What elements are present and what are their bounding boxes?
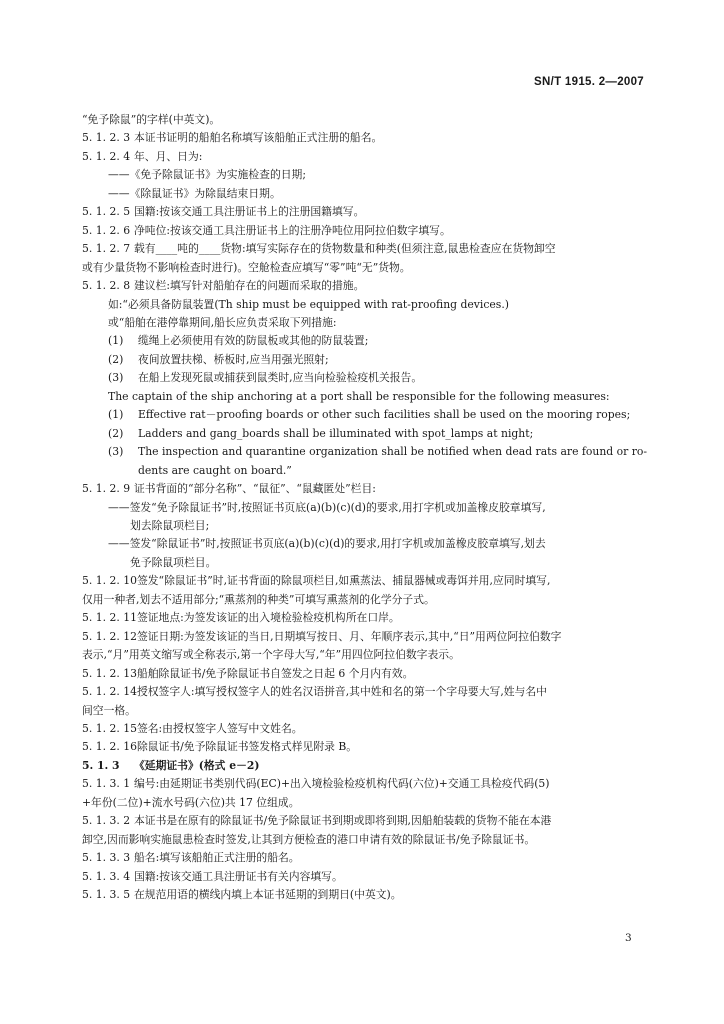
line-text: ——《除鼠证书》为除鼠结束日期。	[108, 186, 281, 200]
line-text: 仅用一种者,划去不适用部分;“熏蒸剂的种类”可填写熏蒸剂的化学分子式。	[82, 592, 435, 606]
line-text: 划去除鼠项栏目;	[130, 518, 210, 532]
clause-line	[82, 757, 642, 775]
text-line	[82, 554, 642, 572]
line-text: ——《免予除鼠证书》为实施检查的日期;	[108, 168, 306, 182]
line-text: 夜间放置扶梯、桥板时,应当用强光照射;	[138, 352, 329, 366]
clause-number: 5. 1. 2. 7	[82, 242, 131, 256]
line-text: 本证书是在原有的除鼠证书/免予除鼠证书到期或即将到期,因船舶装载的货物不能在本港	[134, 814, 552, 828]
line-text: 船舶除鼠证书/免予除鼠证书自签发之日起 6 个月内有效。	[136, 666, 414, 680]
line-text: 年、月、日为:	[134, 149, 203, 163]
clause-line	[82, 849, 642, 867]
line-text: 免予除鼠项栏目。	[130, 555, 217, 569]
clause-number: 5. 1. 3. 5	[82, 888, 131, 902]
line-text: ——签发“免予除鼠证书”时,按照证书页底(a)(b)(c)(d)的要求,用打字机或加盖橡皮胶章填写,	[108, 500, 546, 514]
text-line	[82, 296, 642, 314]
clause-line	[82, 886, 642, 904]
clause-line	[82, 775, 642, 793]
clause-number: 5. 1. 3. 2	[82, 814, 131, 828]
text-line	[82, 111, 642, 129]
text-line	[82, 831, 642, 849]
line-text: The captain of the ship anchoring at a port shall be responsible for the following measures:	[108, 389, 610, 403]
line-text: 国籍:按该交通工具注册证书有关内容填写。	[134, 869, 343, 883]
line-text: 间空一格。	[82, 703, 136, 717]
clause-line	[82, 129, 642, 147]
line-text: 签发“除鼠证书”时,证书背面的除鼠项栏目,如熏蒸法、捕鼠器械或毒饵并用,应同时填写,	[136, 574, 551, 588]
clause-line	[82, 222, 642, 240]
line-text: Effective rat－proofing boards or other such facilities shall be used on the mooring ropes;	[138, 408, 631, 422]
clause-line	[82, 683, 642, 701]
text-line	[82, 369, 642, 387]
clause-line	[82, 868, 642, 886]
line-text: 或有少量货物不影响检查时进行)。空舱检查应填写“零”吨“无”货物。	[82, 260, 411, 274]
clause-line	[82, 277, 642, 295]
clause-line	[82, 609, 642, 627]
line-text: 本证书证明的船舶名称填写该船舶正式注册的船名。	[134, 131, 383, 145]
text-line	[82, 499, 642, 517]
clause-number: 5. 1. 3. 3	[82, 851, 131, 865]
line-text: dents are caught on board.”	[138, 463, 292, 477]
clause-number: 5. 1. 2. 9	[82, 482, 131, 496]
clause-line	[82, 240, 642, 258]
clause-number: 5. 1. 2. 6	[82, 223, 131, 237]
line-text: 除鼠证书/免予除鼠证书签发格式样见附录 B。	[136, 740, 358, 754]
line-text: 签证日期:为签发该证的当日,日期填写按日、月、年顺序表示,其中,“日”用两位阿拉伯数字	[136, 629, 562, 643]
list-item-label: (3)	[108, 445, 124, 459]
line-text: 卸空,因而影响实施鼠患检查时签发,让其到方便检查的港口申请有效的除鼠证书/免予除鼠证书。	[82, 832, 536, 846]
text-line	[82, 185, 642, 203]
line-text: 授权签字人:填写授权签字人的姓名汉语拼音,其中姓和名的第一个字母要大写,姓与名中	[136, 685, 547, 699]
clause-number: 5. 1. 2. 13	[82, 666, 137, 680]
page-number: 3	[625, 932, 632, 944]
clause-line	[82, 148, 642, 166]
document-body	[82, 111, 648, 904]
text-line	[82, 332, 642, 350]
text-line	[82, 462, 642, 480]
clause-number: 5. 1. 2. 8	[82, 279, 131, 293]
text-line	[82, 517, 642, 535]
clause-number: 5. 1. 2. 5	[82, 205, 131, 219]
line-text: 在船上发现死鼠或捕获到鼠类时,应当向检验检疫机关报告。	[138, 371, 423, 385]
line-text: 净吨位:按该交通工具注册证书上的注册净吨位用阿拉伯数字填写。	[134, 223, 451, 237]
clause-line	[82, 480, 642, 498]
line-text: 建议栏:填写针对船舶存在的问题而采取的措施。	[134, 279, 365, 293]
text-line	[82, 443, 648, 461]
clause-number: 5. 1. 3	[82, 758, 120, 772]
clause-line	[82, 720, 642, 738]
clause-number: 5. 1. 2. 11	[82, 611, 137, 625]
line-text: Ladders and gang_boards shall be illuminated with spot_lamps at night;	[138, 426, 534, 440]
text-line	[82, 591, 642, 609]
line-text: 在规范用语的横线内填上本证书延期的到期日(中英文)。	[134, 888, 402, 902]
clause-line	[82, 203, 642, 221]
list-item-label: (2)	[108, 352, 124, 366]
list-item-label: (1)	[108, 408, 124, 422]
text-line	[82, 535, 642, 553]
line-text: 签证地点:为签发该证的出入境检验检疫机构所在口岸。	[136, 611, 400, 625]
standard-code-header: SN/T 1915. 2—2007	[534, 76, 644, 88]
line-text: 船名:填写该船舶正式注册的船名。	[134, 851, 300, 865]
list-item-label: (2)	[108, 426, 124, 440]
line-text: 《延期证书》(格式 e－2)	[134, 758, 260, 772]
text-line	[82, 314, 642, 332]
line-text: +年份(二位)+流水号码(六位)共 17 位组成。	[82, 795, 300, 809]
line-text: The inspection and quarantine organization shall be notified when dead rats are found or ro-	[138, 445, 648, 459]
text-line	[82, 259, 642, 277]
line-text: 编号:由延期证书类别代码(EC)+出入境检验检疫机构代码(六位)+交通工具检疫代码(5)	[134, 777, 550, 791]
clause-number: 5. 1. 2. 10	[82, 574, 137, 588]
text-line	[82, 425, 642, 443]
clause-number: 5. 1. 2. 4	[82, 149, 131, 163]
line-text: 载有____吨的____货物:填写实际存在的货物数量和种类(但须注意,鼠患检查应在货物卸空	[134, 242, 556, 256]
text-line	[82, 794, 642, 812]
list-item-label: (3)	[108, 371, 124, 385]
clause-number: 5. 1. 2. 14	[82, 685, 137, 699]
clause-number: 5. 1. 2. 3	[82, 131, 131, 145]
text-line	[82, 388, 642, 406]
line-text: 国籍:按该交通工具注册证书上的注册国籍填写。	[134, 205, 365, 219]
text-line	[82, 646, 642, 664]
clause-line	[82, 628, 642, 646]
clause-line	[82, 812, 642, 830]
line-text: 证书背面的“部分名称”、“鼠征”、“鼠藏匿处”栏目:	[134, 482, 376, 496]
clause-number: 5. 1. 2. 15	[82, 721, 137, 735]
line-text: 缆绳上必须使用有效的防鼠板或其他的防鼠装置;	[138, 334, 369, 348]
line-text: “免予除鼠”的字样(中英文)。	[82, 113, 221, 126]
line-text: 或“船舶在港停靠期间,船长应负责采取下列措施:	[108, 315, 337, 329]
text-line	[82, 351, 642, 369]
line-text: ——签发“除鼠证书”时,按照证书页底(a)(b)(c)(d)的要求,用打字机或加盖橡皮胶章填写,划去	[108, 537, 546, 551]
clause-number: 5. 1. 3. 4	[82, 869, 131, 883]
clause-number: 5. 1. 2. 12	[82, 629, 137, 643]
line-text: 表示,“月”用英文缩写或全称表示,第一个字母大写,“年”用四位阿拉伯数字表示。	[82, 648, 460, 662]
clause-line	[82, 665, 642, 683]
text-line	[82, 702, 642, 720]
clause-number: 5. 1. 2. 16	[82, 740, 137, 754]
list-item-label: (1)	[108, 334, 124, 348]
line-text: 签名:由授权签字人签写中文姓名。	[136, 721, 303, 735]
clause-number: 5. 1. 3. 1	[82, 777, 131, 791]
clause-line	[82, 572, 642, 590]
text-line	[82, 166, 642, 184]
line-text: 如:“必须具备防鼠装置(Th ship must be equipped with rat-proofing devices.)	[108, 297, 509, 311]
clause-line	[82, 738, 642, 756]
text-line	[82, 406, 642, 424]
